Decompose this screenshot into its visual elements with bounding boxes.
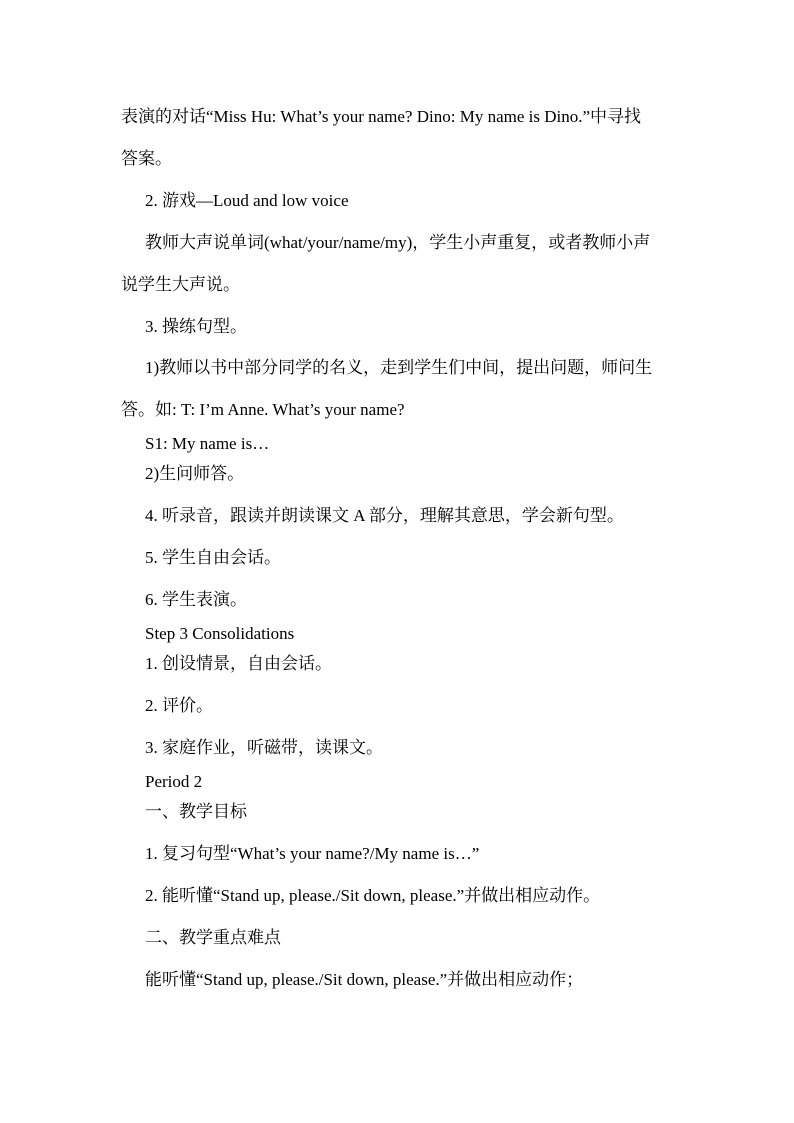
- text-line: S1: My name is…: [145, 434, 270, 453]
- text-line: 2. 评价。: [145, 696, 213, 715]
- text-line: 说学生大声说。: [121, 275, 240, 294]
- text-line: 表演的对话“Miss Hu: What’s your name? Dino: My name is Dino.”中寻找: [121, 107, 642, 126]
- section-heading: Step 3 Consolidations: [145, 624, 295, 643]
- text-line: 教师大声说单词(what/your/name/my)，学生小声重复，或者教师小声: [145, 233, 651, 252]
- text-line: 2. 能听懂“Stand up, please./Sit down, please.”并做出相应动作。: [145, 886, 601, 905]
- section-heading: 二、教学重点难点: [145, 928, 281, 947]
- text-line: 2. 游戏—Loud and low voice: [145, 191, 349, 210]
- text-line: 3. 家庭作业，听磁带，读课文。: [145, 738, 383, 757]
- text-line: 3. 操练句型。: [145, 317, 247, 336]
- text-line: 1)教师以书中部分同学的名义，走到学生们中间，提出问题，师问生: [145, 358, 653, 377]
- text-line: 答。如: T: I’m Anne. What’s your name?: [121, 400, 405, 419]
- text-line: 5. 学生自由会话。: [145, 548, 281, 567]
- text-line: 2)生问师答。: [145, 464, 245, 483]
- text-line: 6. 学生表演。: [145, 590, 247, 609]
- text-line: 能听懂“Stand up, please./Sit down, please.”并做出相应动作；: [145, 970, 584, 989]
- section-heading: Period 2: [145, 772, 203, 791]
- text-line: 答案。: [121, 149, 172, 168]
- text-line: 4. 听录音，跟读并朗读课文 A 部分，理解其意思，学会新句型。: [145, 506, 624, 525]
- text-line: 1. 创设情景，自由会话。: [145, 654, 332, 673]
- section-heading: 一、教学目标: [145, 802, 247, 821]
- text-line: 1. 复习句型“What’s your name?/My name is…”: [145, 844, 480, 863]
